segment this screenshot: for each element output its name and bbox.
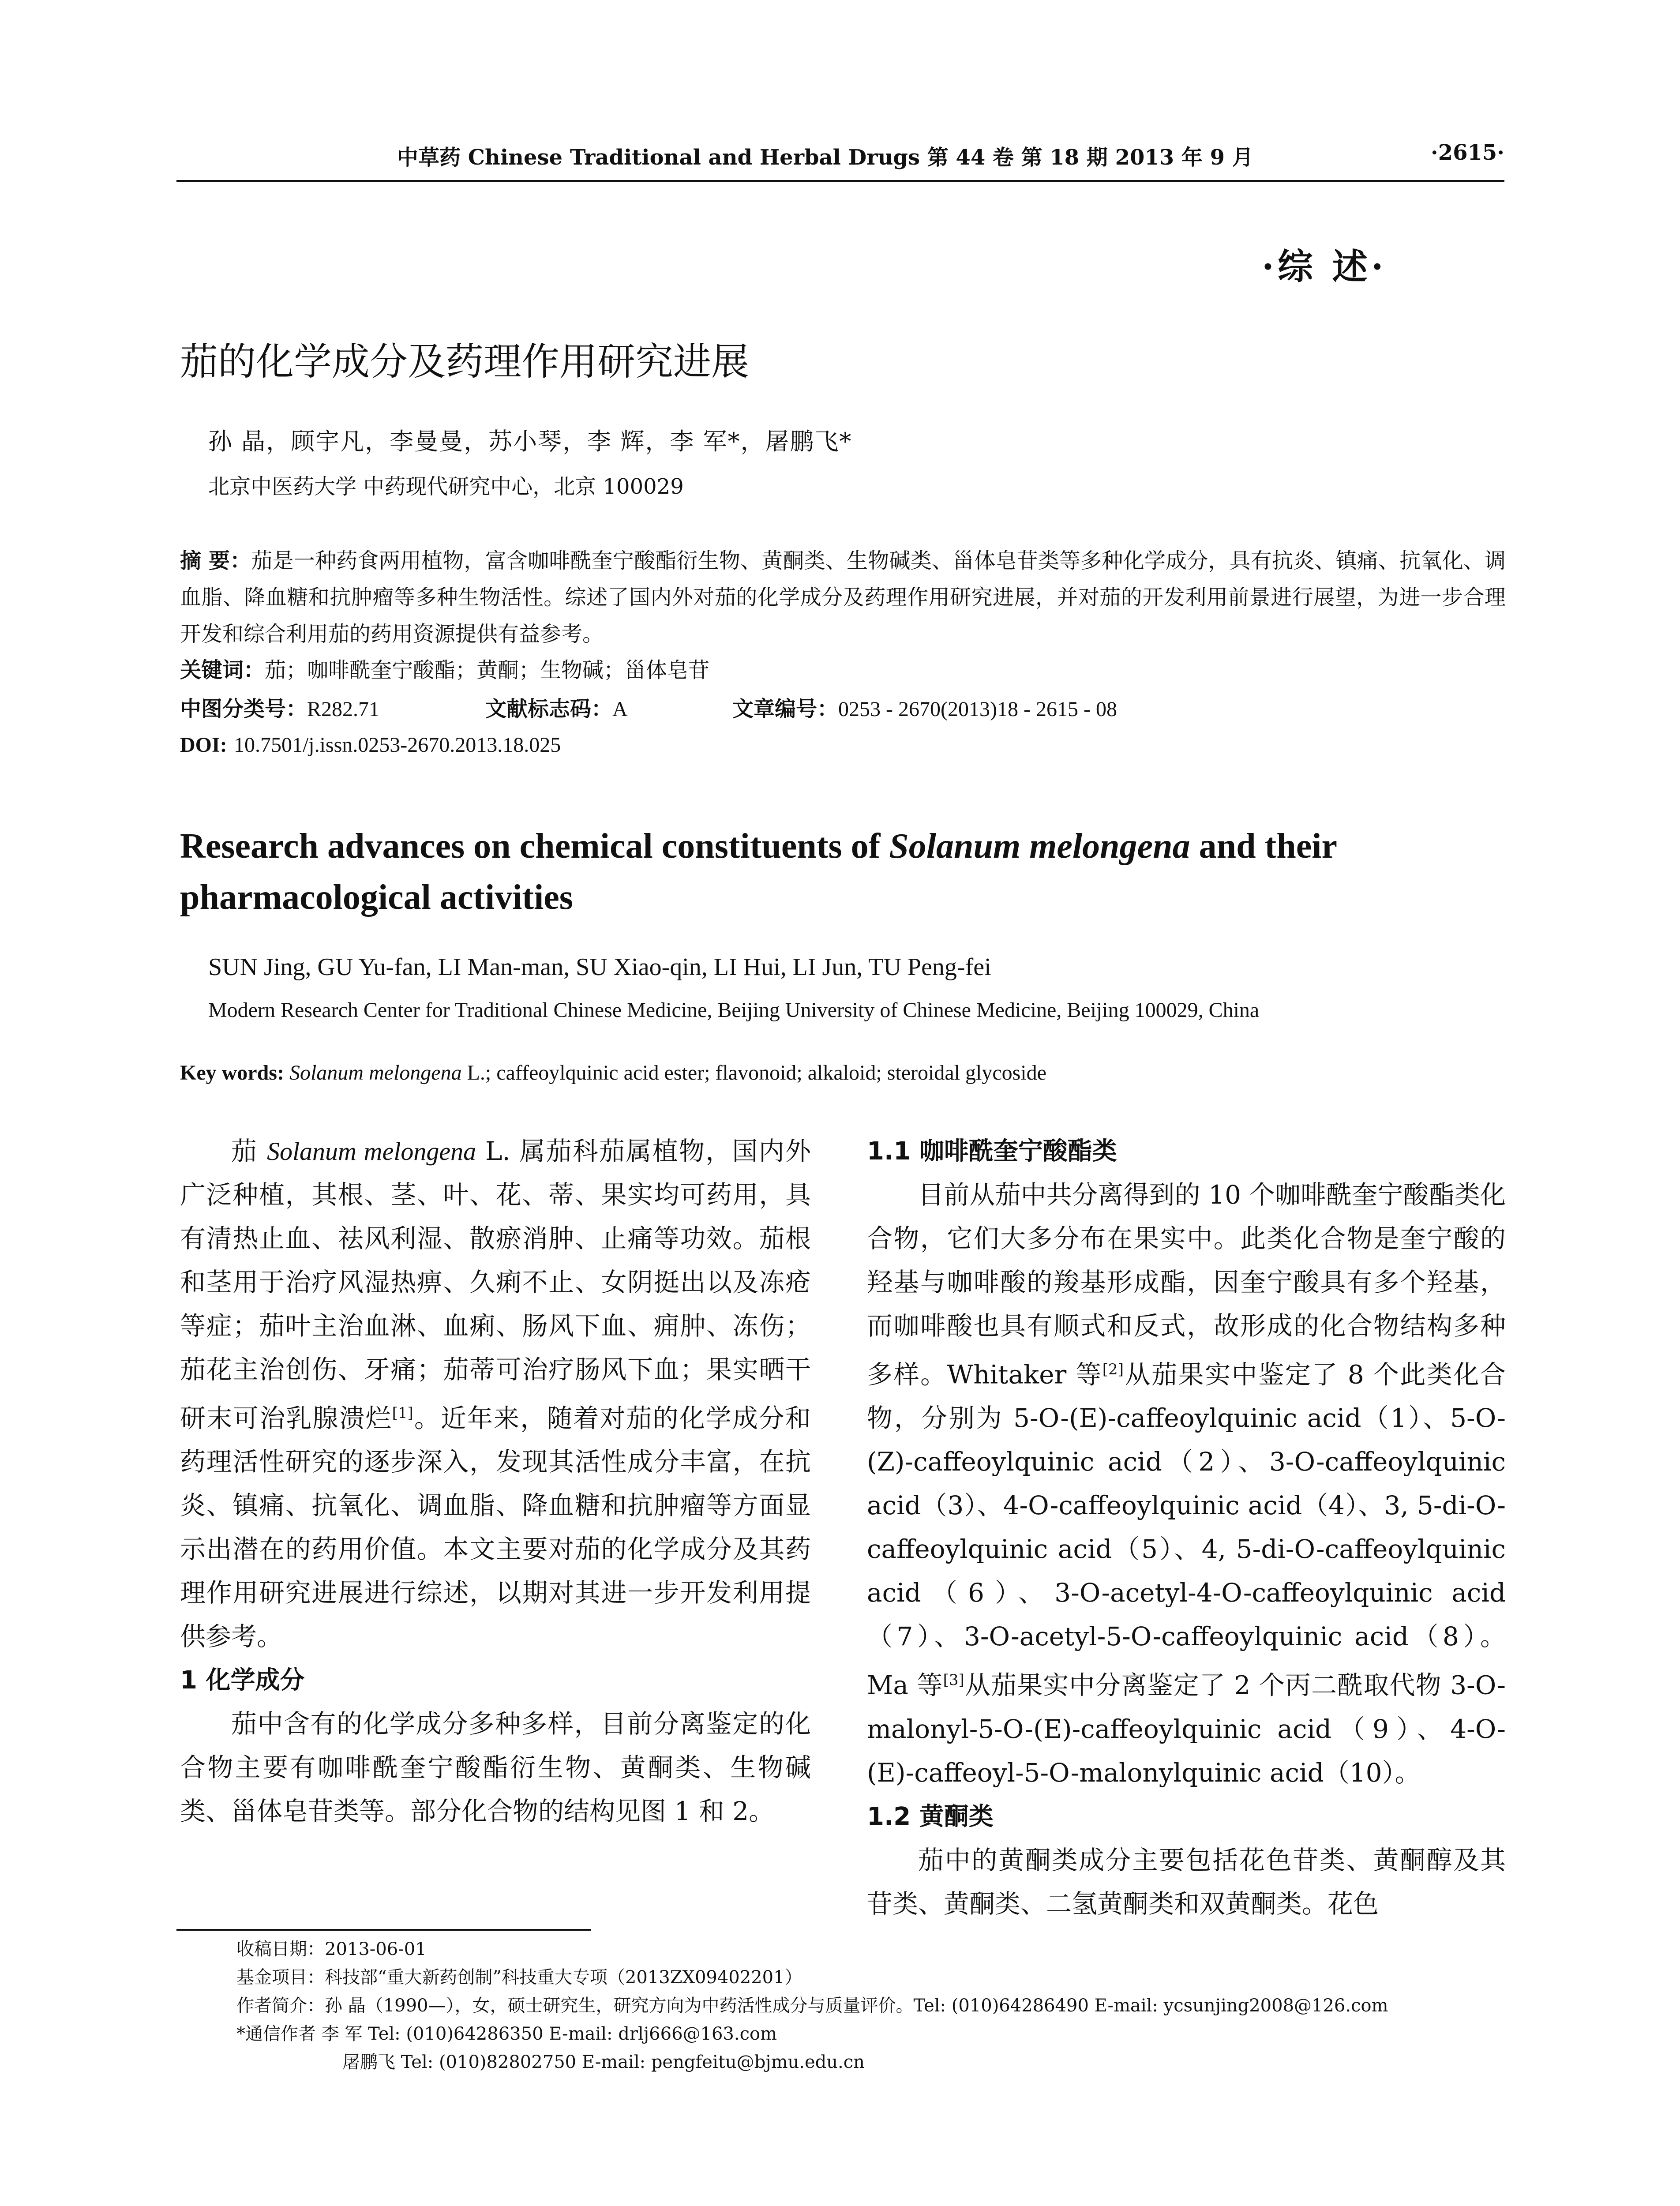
section-label: ·综 述· (1262, 246, 1387, 287)
keywords-text: 茄；咖啡酰奎宁酸酯；黄酮；生物碱；甾体皂苷 (265, 658, 710, 683)
body-column-right (867, 1129, 1506, 1926)
footnote-corresponding-2: 屠鹏飞 Tel: (010)82802750 E-mail: pengfeitu@bjmu.edu.cn (342, 2052, 865, 2072)
title-en-part2: and their pharmacological activities (180, 827, 1337, 917)
footnote-rule (176, 1929, 591, 1931)
citation-2: [2] (1102, 1361, 1124, 1378)
header-rule (176, 180, 1504, 182)
doi-label: DOI: (180, 733, 227, 757)
affiliation-chinese: 北京中医药大学 中药现代研究中心，北京 100029 (208, 474, 684, 499)
authors-english: SUN Jing, GU Yu-fan, LI Man-man, SU Xiao-qin, LI Hui, LI Jun, TU Peng-fei (208, 953, 991, 981)
doi-value: 10.7501/j.issn.0253-2670.2013.18.025 (233, 733, 561, 757)
abstract-label: 摘 要： (180, 548, 251, 573)
running-header (176, 140, 1504, 176)
keywords-label: 关键词： (180, 658, 265, 683)
title-english (180, 821, 1506, 923)
clc-value: R282.71 (307, 698, 380, 721)
section-1-1-paragraph (867, 1173, 1506, 1795)
keywords-en-text: L.; caffeoylquinic acid ester; flavonoid; alkaloid; steroidal glycoside (461, 1061, 1046, 1084)
article-number-label: 文章编号： (732, 697, 839, 721)
abstract-text: 茄是一种药食两用植物，富含咖啡酰奎宁酸酯衍生物、黄酮类、生物碱类、甾体皂苷类等多种化学成分，具有抗炎、镇痛、抗氧化、调血脂、降血糖和抗肿瘤等多种生物活性。综述了国内外对茄的化学成分及药理作用研究进展，并对茄的开发利用前景进行展望，为进一步合理开发和综合利用茄的药用资源提供有益参考。 (180, 548, 1506, 646)
doc-code-label: 文献标志码： (485, 697, 613, 721)
section-1-2-heading: 1.2 黄酮类 (867, 1802, 994, 1831)
intro-text-c: 。近年来，随着对茄的化学成分和药理活性研究的逐步深入，发现其活性成分丰富，在抗炎、镇痛、抗氧化、调血脂、降血糖和抗肿瘤等方面显示出潜在的药用价值。本文主要对茄的化学成分及其药理作用研究进展进行综述，以期对其进一步开发利用提供参考。 (180, 1403, 811, 1652)
footnote-received: 收稿日期：2013-06-01 (236, 1939, 427, 1959)
document-code (485, 692, 628, 722)
sec11-text-c: 从茄果实中分离鉴定了 2 个丙二酰取代物 3-O-malonyl-5-O-(E)-caffeoylquinic acid（9）、4-O-(E)-caffeoyl-5-O-malonylquinic acid（10）。 (867, 1670, 1506, 1788)
intro-text-b: L. 属茄科茄属植物，国内外广泛种植，其根、茎、叶、花、蒂、果实均可药用，具有清热止血、祛风利湿、散瘀消肿、止痛等功效。茄根和茎用于治疗风湿热痹、久痢不止、女阴挺出以及冻疮等症；茄叶主治血淋、血痢、肠风下血、痈肿、冻伤；茄花主治创伤、牙痛；茄蒂可治疗肠风下血；果实晒干研末可治乳腺溃烂 (180, 1136, 811, 1433)
keywords-en-species: Solanum melongena (289, 1061, 462, 1084)
sec11-text-b: 从茄果实中鉴定了 8 个此类化合物，分别为 5-O-(E)-caffeoylquinic acid（1）、5-O-(Z)-caffeoylquinic acid（2）、3-O-caffeoylquinic acid（3）、4-O-caffeoylquinic acid（4）、3, 5-di-O-caffeoylquinic acid（5）、4, 5-di-O-caffeoylquinic acid（6）、3-O-acetyl-4-O-caffeoylquinic acid（7）、3-O-acetyl-5-O-caffeoylquinic acid（8）。Ma 等 (867, 1359, 1506, 1700)
sec11-text-a: 目前从茄中共分离得到的 10 个咖啡酰奎宁酸酯类化合物，它们大多分布在果实中。此类化合物是奎宁酸的羟基与咖啡酸的羧基形成酯，因奎宁酸具有多个羟基，而咖啡酸也具有顺式和反式，故形成的化合物结构多种多样。Whitaker 等 (867, 1180, 1506, 1390)
footnotes (236, 1935, 1516, 2076)
section-1-2-paragraph: 茄中的黄酮类成分主要包括花色苷类、黄酮醇及其苷类、黄酮类、二氢黄酮类和双黄酮类。花色 (867, 1845, 1506, 1919)
doc-code-value: A (612, 698, 628, 721)
citation-3: [3] (943, 1671, 964, 1689)
keywords-chinese (180, 653, 709, 683)
classification-line (180, 692, 379, 722)
abstract-chinese (180, 543, 1506, 653)
title-chinese: 茄的化学成分及药理作用研究进展 (180, 340, 749, 384)
journal-header: 中草药 Chinese Traditional and Herbal Drugs 第 44 卷 第 18 期 2013 年 9 月 (397, 145, 1253, 170)
intro-species: Solanum melongena (266, 1137, 476, 1166)
keywords-en-label: Key words: (180, 1061, 284, 1084)
section-1-heading: 1 化学成分 (180, 1666, 305, 1695)
footnote-corresponding-1: *通信作者 李 军 Tel: (010)64286350 E-mail: drlj666@163.com (236, 2024, 777, 2044)
title-en-species: Solanum melongena (889, 827, 1190, 866)
title-en-part1: Research advances on chemical constituents of (180, 827, 889, 866)
keywords-english (180, 1061, 1046, 1085)
intro-paragraph (180, 1129, 811, 1658)
footnote-author-bio: 作者简介：孙 晶（1990—），女，硕士研究生，研究方向为中药活性成分与质量评价。Tel: (010)64286490 E-mail: ycsunjing2008@126.com (236, 1996, 1388, 2016)
footnote-fund: 基金项目：科技部“重大新药创制”科技重大专项（2013ZX09402201） (236, 1967, 802, 1988)
section-1-paragraph: 茄中含有的化学成分多种多样，目前分离鉴定的化合物主要有咖啡酰奎宁酸酯衍生物、黄酮类、生物碱类、甾体皂苷类等。部分化合物的结构见图 1 和 2。 (180, 1709, 811, 1827)
article-number-value: 0253 - 2670(2013)18 - 2615 - 08 (838, 698, 1117, 721)
authors-chinese: 孙 晶，顾宇凡，李曼曼，苏小琴，李 辉，李 军*，屠鹏飞* (208, 428, 852, 455)
page-number: ·2615· (1430, 140, 1504, 165)
article-number (732, 692, 1117, 722)
doi-line (180, 732, 561, 757)
section-1-1-heading: 1.1 咖啡酰奎宁酸酯类 (867, 1137, 1117, 1166)
clc-label: 中图分类号： (180, 697, 308, 721)
citation-1: [1] (392, 1404, 413, 1422)
body-column-left (180, 1129, 811, 1833)
intro-text-a: 茄 (231, 1136, 267, 1166)
affiliation-english: Modern Research Center for Traditional Chinese Medicine, Beijing University of Chinese Medicine, Beijing 100029, China (208, 998, 1260, 1022)
